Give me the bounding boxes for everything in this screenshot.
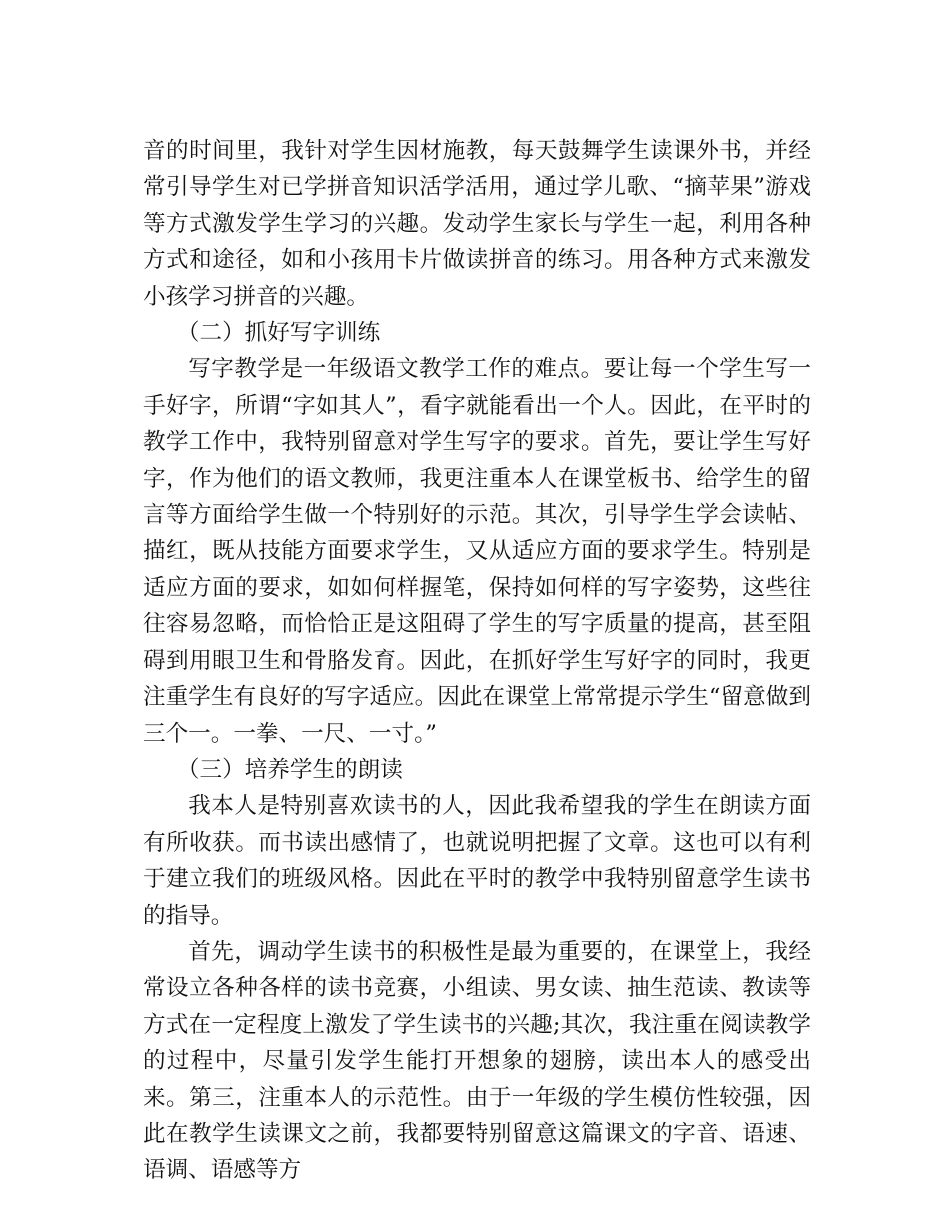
paragraph-pinyin-continued: 音的时间里，我针对学生因材施教，每天鼓舞学生读课外书，并经常引导学生对已学拼音知识活学活用，通过学儿歌、“摘苹果”游戏等方式激发学生学习的兴趣。发动学生家长与学生一起，利用各种方式和途径，如和小孩用卡片做读拼音的练习。用各种方式来激发小孩学习拼音的兴趣。 xyxy=(143,138,811,310)
document-body xyxy=(143,133,811,1189)
paragraph-reading-methods: 首先，调动学生读书的积极性是最为重要的，在课堂上，我经常设立各种各样的读书竞赛，小组读、男女读、抽生范读、教读等方式在一定程度上激发了学生读书的兴趣;其次，我注重在阅读教学的过程中，尽量引发学生能打开想象的翅膀，读出本人的感受出来。第三，注重本人的示范性。由于一年级的学生模仿性较强，因此在教学生读课文之前，我都要特别留意这篇课文的字音、语速、语调、语感等方 xyxy=(143,938,811,1184)
section-heading-reading: （三）培养学生的朗读 xyxy=(176,756,403,783)
paragraph-writing-instruction: 写字教学是一年级语文教学工作的难点。要让每一个学生写一手好字，所谓“字如其人”，看字就能看出一个人。因此，在平时的教学工作中，我特别留意对学生写字的要求。首先，要让学生写好字，作为他们的语文教师，我更注重本人在课堂板书、给学生的留言等方面给学生做一个特别好的示范。其次，引导学生学会读帖、描红，既从技能方面要求学生，又从适应方面的要求学生。特别是适应方面的要求，如如何样握笔，保持如何样的写字姿势，这些往往容易忽略，而恰恰正是这阻碍了学生的写字质量的提高，甚至阻碍到用眼卫生和骨胳发育。因此，在抓好学生写好字的同时，我更注重学生有良好的写字适应。因此在课堂上常常提示学生“留意做到三个一。一拳、一尺、一寸。” xyxy=(143,356,811,747)
paragraph-reading-intro: 我本人是特别喜欢读书的人，因此我希望我的学生在朗读方面有所收获。而书读出感情了，也就说明把握了文章。这也可以有利于建立我们的班级风格。因此在平时的教学中我特别留意学生读书的指导。 xyxy=(143,793,811,929)
section-heading-writing: （二）抓好写字训练 xyxy=(176,320,381,347)
